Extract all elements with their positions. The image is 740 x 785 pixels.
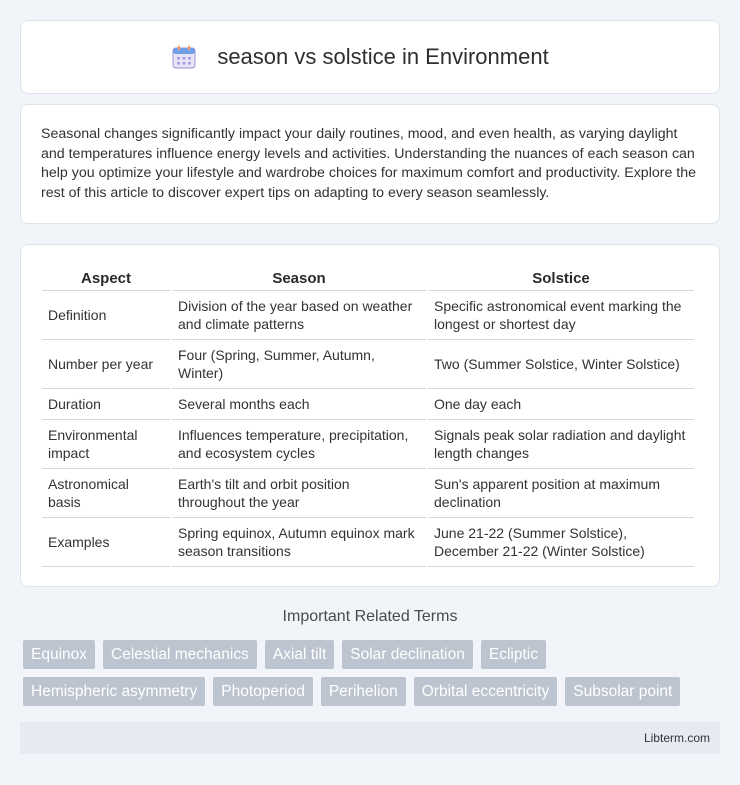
page-title: season vs solstice in Environment <box>217 44 549 69</box>
calendar-icon <box>171 44 197 70</box>
tag-row <box>23 677 723 706</box>
title-card <box>20 20 720 94</box>
tag-photoperiod[interactable]: Photoperiod <box>213 677 313 706</box>
tag-axial-tilt[interactable]: Axial tilt <box>265 640 334 669</box>
footer-site-link[interactable]: Libterm.com <box>643 731 710 745</box>
cell-solstice: Signals peak solar radiation and daylight length changes <box>428 420 694 469</box>
intro-card <box>20 104 720 224</box>
tag-solar-declination[interactable]: Solar declination <box>342 640 473 669</box>
footer <box>20 722 720 754</box>
tag-hemispheric-asymmetry[interactable]: Hemispheric asymmetry <box>23 677 205 706</box>
cell-aspect: Definition <box>42 291 170 340</box>
tag-celestial-mechanics[interactable]: Celestial mechanics <box>103 640 257 669</box>
table-row <box>42 340 694 389</box>
cell-season: Influences temperature, precipitation, and ecosystem cycles <box>172 420 426 469</box>
cell-solstice: Two (Summer Solstice, Winter Solstice) <box>428 340 694 389</box>
cell-solstice: One day each <box>428 389 694 420</box>
comparison-table <box>40 265 696 567</box>
tag-row <box>23 640 723 669</box>
related-terms-tags <box>23 640 723 714</box>
cell-solstice: Specific astronomical event marking the longest or shortest day <box>428 291 694 340</box>
cell-solstice: June 21-22 (Summer Solstice), December 21-22 (Winter Solstice) <box>428 518 694 567</box>
tag-orbital-eccentricity[interactable]: Orbital eccentricity <box>414 677 557 706</box>
intro-paragraph: Seasonal changes significantly impact your daily routines, mood, and even health, as varying daylight and temperatures influence energy levels and activities. Understanding the nuances of each season can help you optimize your lifestyle and wardrobe choices for maximum comfort and productivity. Explore the rest of this article to discover expert tips on adapting to every season seamlessly. <box>41 126 697 201</box>
tag-subsolar-point[interactable]: Subsolar point <box>565 677 680 706</box>
column-header-season: Season <box>172 265 426 291</box>
table-row <box>42 469 694 518</box>
cell-aspect: Number per year <box>42 340 170 389</box>
cell-season: Earth's tilt and orbit position throughout the year <box>172 469 426 518</box>
tag-ecliptic[interactable]: Ecliptic <box>481 640 546 669</box>
cell-aspect: Environmental impact <box>42 420 170 469</box>
table-header-row <box>42 265 694 291</box>
comparison-table-card <box>20 244 720 587</box>
cell-aspect: Examples <box>42 518 170 567</box>
column-header-aspect: Aspect <box>42 265 170 291</box>
cell-season: Division of the year based on weather and climate patterns <box>172 291 426 340</box>
column-header-solstice: Solstice <box>428 265 694 291</box>
tag-perihelion[interactable]: Perihelion <box>321 677 406 706</box>
table-row <box>42 518 694 567</box>
cell-season: Several months each <box>172 389 426 420</box>
table-row <box>42 420 694 469</box>
cell-aspect: Astronomical basis <box>42 469 170 518</box>
cell-season: Four (Spring, Summer, Autumn, Winter) <box>172 340 426 389</box>
cell-solstice: Sun's apparent position at maximum declination <box>428 469 694 518</box>
related-terms-title: Important Related Terms <box>282 608 458 625</box>
cell-aspect: Duration <box>42 389 170 420</box>
table-row <box>42 291 694 340</box>
tag-equinox[interactable]: Equinox <box>23 640 95 669</box>
cell-season: Spring equinox, Autumn equinox mark season transitions <box>172 518 426 567</box>
table-row <box>42 389 694 420</box>
